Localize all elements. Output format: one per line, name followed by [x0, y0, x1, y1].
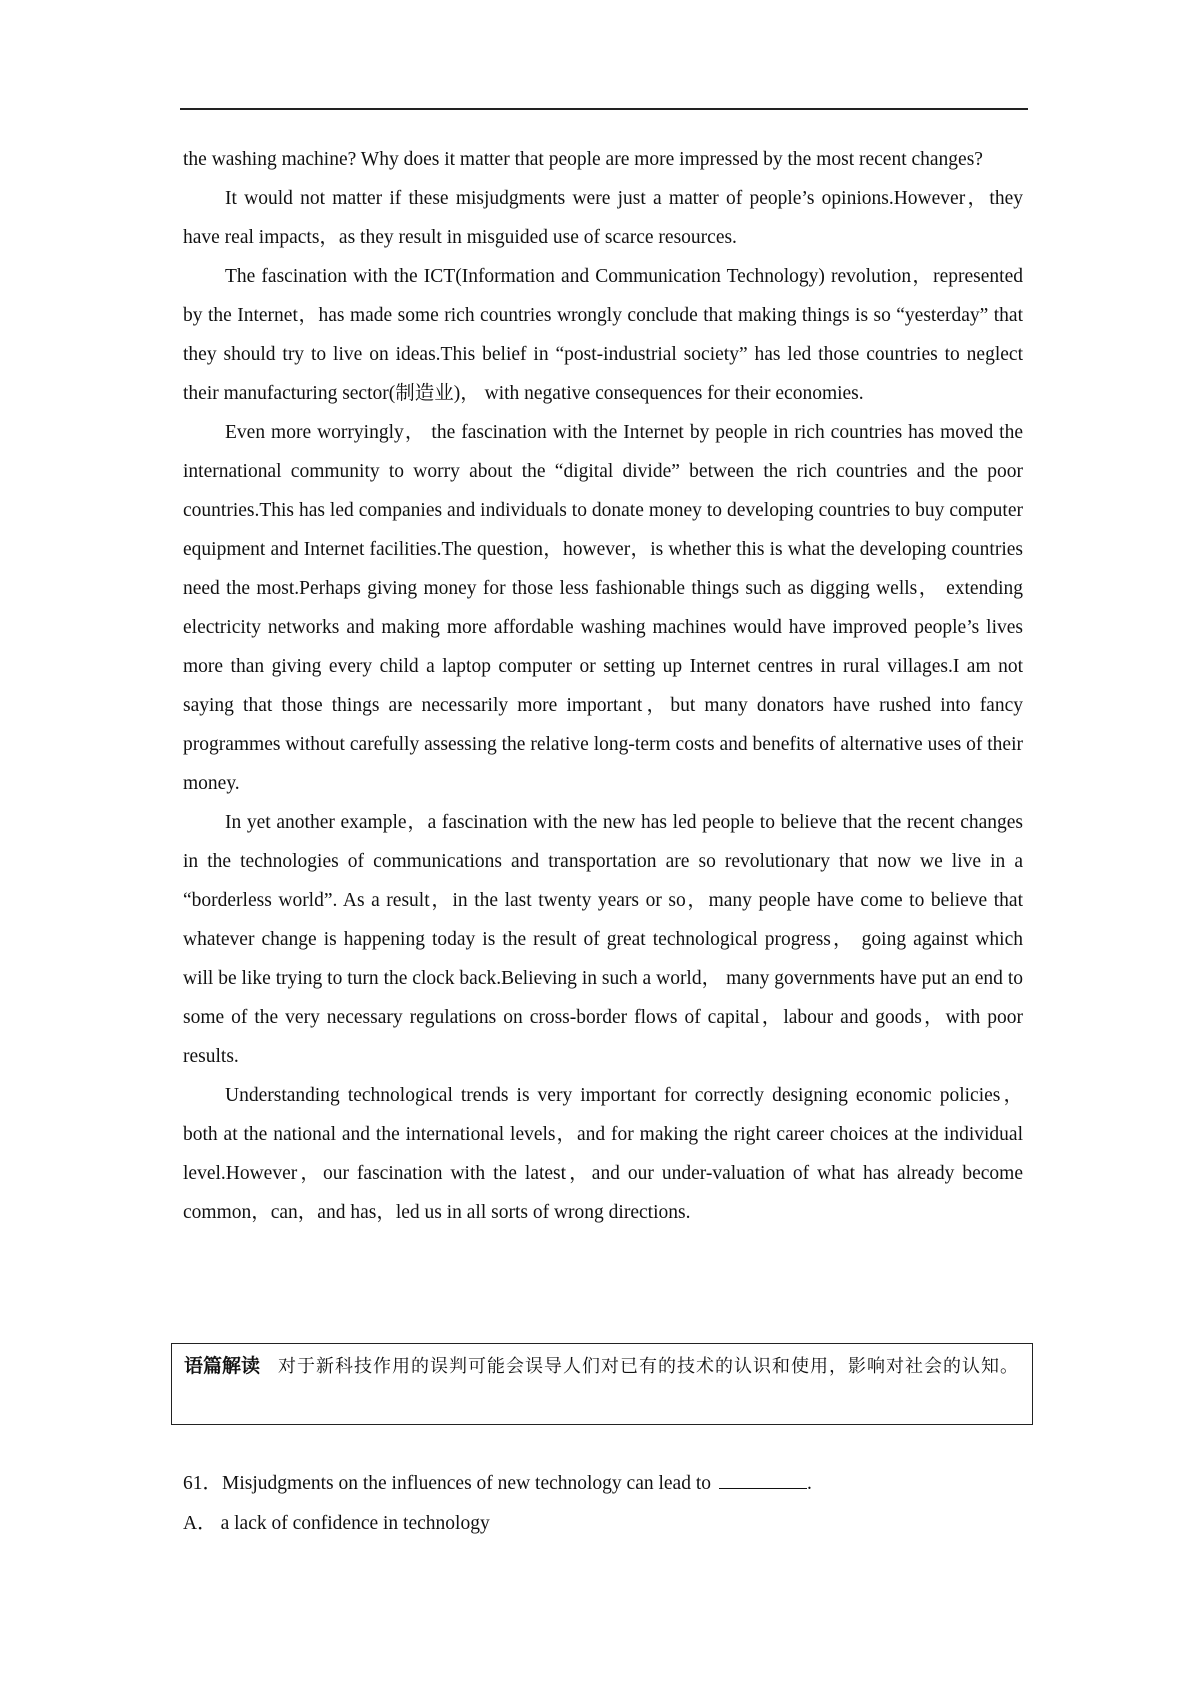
passage-paragraph-5: Understanding technological trends is very important for correctly designing economic policies，both at the national and the international levels，and for making the right career choices at the individual level.However，our fascination with the latest，and our under-valuation of what has already become common，can，and has，led us in all sorts of wrong directions.	[183, 1085, 1023, 1223]
option-a	[183, 1504, 1023, 1544]
analysis-box	[171, 1343, 1033, 1425]
answer-blank	[719, 1487, 807, 1489]
passage-paragraph-2: The fascination with the ICT(Information and Communication Technology) revolution，represented by the Internet，has made some rich countries wrongly conclude that making things is so “yesterday” that they should try to live on ideas.This belief in “post-industrial society” has led those countries to neglect their manufacturing sector(制造业)， with negative consequences for their economies.	[183, 266, 1023, 404]
passage-paragraph-1: It would not matter if these misjudgments were just a matter of people’s opinions.However，they have real impacts，as they result in misguided use of scarce resources.	[183, 188, 1023, 248]
passage-paragraph-4: In yet another example，a fascination with the new has led people to believe that the recent changes in the technologies of communications and transportation are so revolutionary that now we live in a “borderless world”. As a result，in the last twenty years or so，many people have come to believe that whatever change is happening today is the result of great technological progress， going against which will be like trying to turn the clock back.Believing in such a world， many governments have put an end to some of the very necessary regulations on cross-border flows of capital，labour and goods，with poor results.	[183, 812, 1023, 1067]
analysis-text: 对于新科技作用的误判可能会误导人们对已有的技术的认识和使用，影响对社会的认知。	[278, 1356, 1020, 1377]
question-61	[183, 1464, 1023, 1544]
question-stem-end: .	[807, 1473, 812, 1494]
header-rule	[180, 108, 1028, 110]
option-a-letter: A．	[183, 1513, 217, 1534]
passage-paragraph-3: Even more worryingly， the fascination with the Internet by people in rich countries has moved the international community to worry about the “digital divide” between the rich countries and the poor countries.This has led companies and individuals to donate money to developing countries to buy computer equipment and Internet facilities.The question，however，is whether this is what the developing countries need the most.Perhaps giving money for those less fashionable things such as digging wells， extending electricity networks and making more affordable washing machines would have improved people’s lives more than giving every child a laptop computer or setting up Internet centres in rural villages.I am not saying that those things are necessarily more important，but many donators have rushed into fancy programmes without carefully assessing the relative long-term costs and benefits of alternative uses of their money.	[183, 422, 1023, 794]
passage-body	[183, 140, 1023, 1232]
question-stem-line	[183, 1464, 1023, 1504]
passage-paragraph-0: the washing machine? Why does it matter that people are more impressed by the most recent changes?	[183, 149, 983, 170]
option-a-text: a lack of confidence in technology	[220, 1513, 490, 1534]
question-stem: 61．Misjudgments on the influences of new technology can lead to	[183, 1473, 712, 1494]
analysis-label: 语篇解读	[184, 1355, 261, 1377]
